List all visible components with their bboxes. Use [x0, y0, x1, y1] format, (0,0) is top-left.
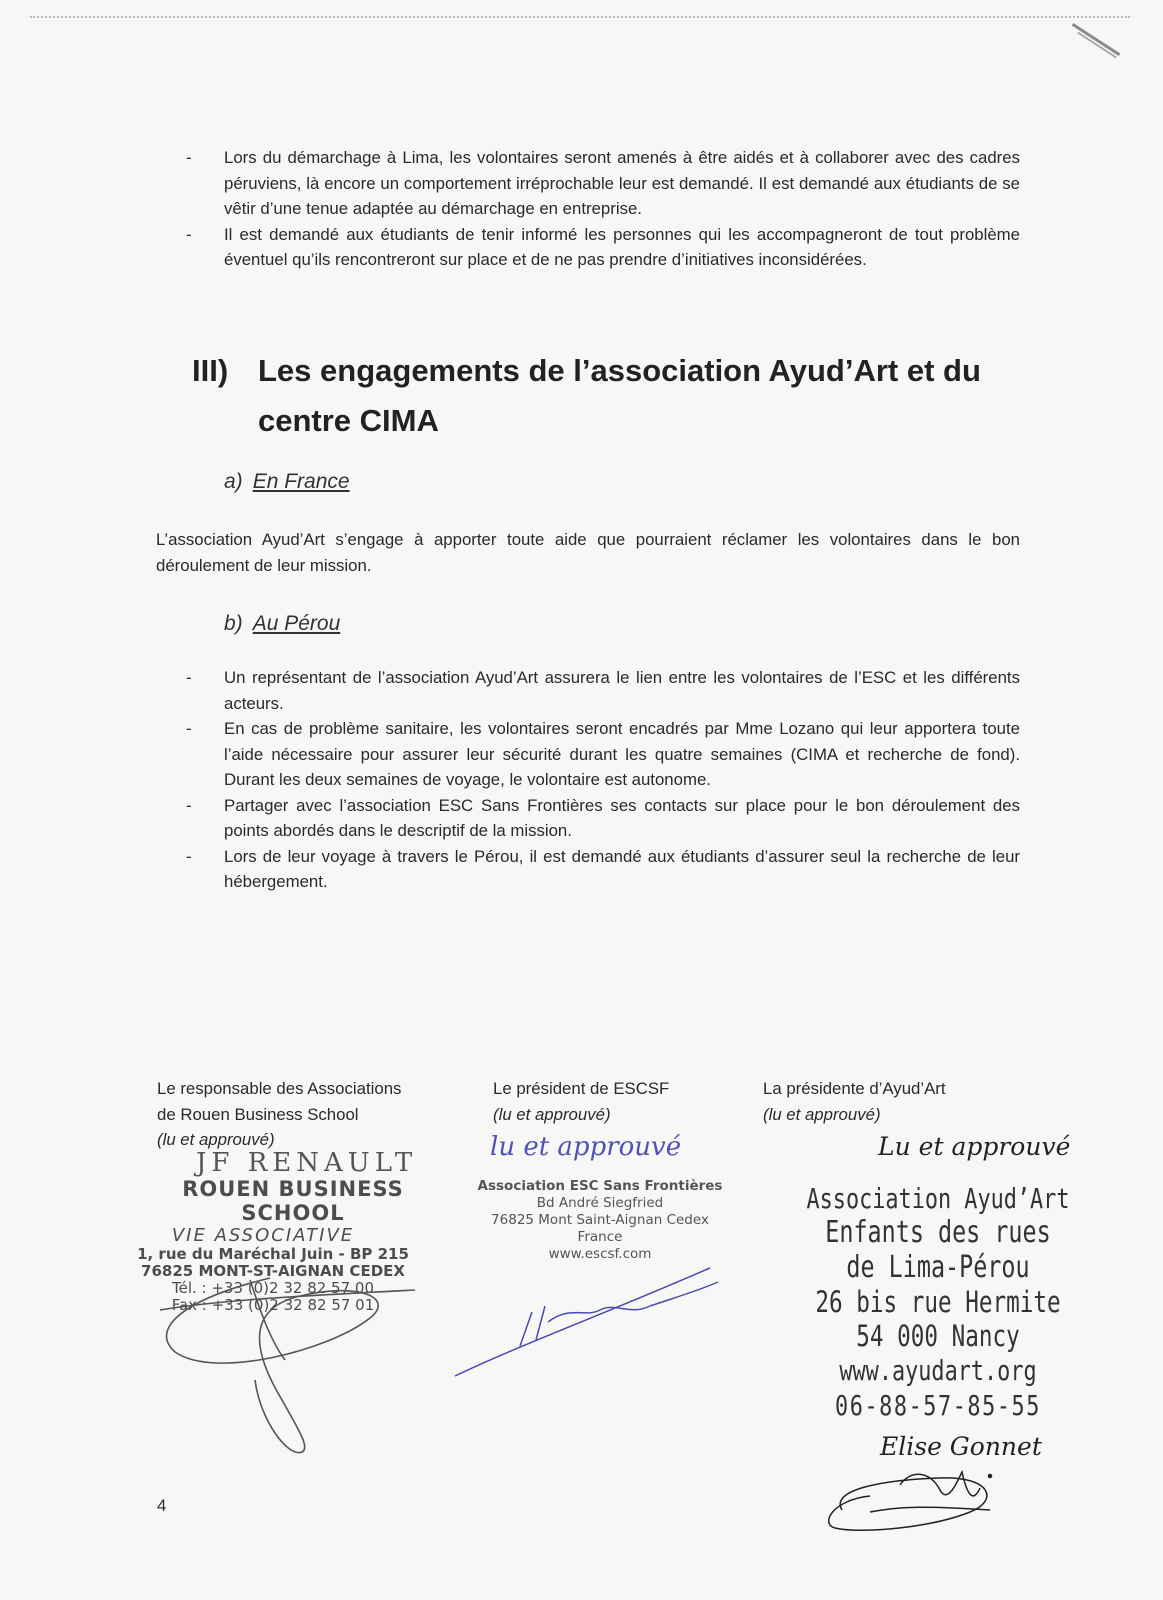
list-item: - Partager avec l’association ESC Sans Frontières ses contacts sur place pour le bon déroulement des points abordés dans le descriptif de la mission.	[186, 795, 1020, 840]
stamp-ayudart: Association Ayud’Art Enfants des rues de Lima-Pérou 26 bis rue Hermite 54 000 Nancy www.ayudart.org 06-88-57-85-55	[806, 1182, 1070, 1422]
paragraph-france: L’association Ayud’Art s’engage à apporter toute aide que pourraient réclamer les volontaires dans le bon déroulement de leur mission.	[156, 530, 1020, 575]
handwritten-name-rouen: JF RENAULT	[196, 1148, 418, 1178]
signature-escsf	[455, 1268, 718, 1376]
subheading-france: a) En France	[224, 470, 350, 493]
stamp-rouen: ROUEN BUSINESS SCHOOL VIE ASSOCIATIVE 1, rue du Maréchal Juin - BP 215 76825 MONT-ST-AIGNAN CEDEX Tél. : +33 (0)2 32 82 57 00 Fax : +33 (0)2 32 82 57 01	[137, 1177, 409, 1314]
staple-mark	[1072, 23, 1121, 56]
staple-mark-shadow	[1077, 32, 1117, 59]
list-item: - Lors du démarchage à Lima, les volontaires seront amenés à être aidés et à collaborer avec des cadres péruviens, là encore un comportement irréprochable leur est demandé. Il est demandé aux étudiants de se vêtir d’une tenue adaptée au démarchage en entreprise.	[186, 148, 1020, 218]
bullet-list-perou	[186, 665, 1020, 895]
handwritten-approval-escsf: lu et approuvé	[490, 1132, 682, 1162]
signatory-ayudart: La présidente d’Ayud’Art (lu et approuvé)	[763, 1079, 946, 1124]
bullet-list-conduct	[186, 145, 1020, 273]
handwritten-name-ayudart: Elise Gonnet	[880, 1432, 1042, 1461]
page-number: 4	[157, 1496, 167, 1515]
section-title: Les engagements de l’association Ayud’Art et du centre CIMA	[258, 353, 981, 438]
signatory-escsf: Le président de ESCSF (lu et approuvé)	[493, 1079, 670, 1124]
list-item: - En cas de problème sanitaire, les volontaires seront encadrés par Mme Lozano qui leur apportera toute l’aide nécessaire pour assurer leur sécurité durant les quatre semaines (CIMA et recherche de fond). Durant les deux semaines de voyage, le volontaire est autonome.	[186, 719, 1020, 789]
scan-edge	[30, 16, 1130, 19]
subheading-perou: b) Au Pérou	[224, 612, 341, 635]
signatory-rouen: Le responsable des Associations de Rouen Business School (lu et approuvé)	[157, 1079, 402, 1149]
list-item: - Un représentant de l’association Ayud’Art assurera le lien entre les volontaires de l’ESC et les différents acteurs.	[186, 668, 1020, 713]
signature-ayudart	[829, 1472, 992, 1530]
section-number: III)	[192, 353, 229, 388]
list-item: - Lors de leur voyage à travers le Pérou, il est demandé aux étudiants d’assurer seul la recherche de leur hébergement.	[186, 846, 1020, 891]
handwritten-approval-ayudart: Lu et approuvé	[878, 1132, 1071, 1161]
list-item: - Il est demandé aux étudiants de tenir informé les personnes qui les accompagneront de tout problème éventuel qu’ils rencontreront sur place et de ne pas prendre d’initiatives inconsidérées.	[186, 224, 1020, 269]
stamp-escsf: Association ESC Sans Frontières Bd André Siegfried 76825 Mont Saint-Aignan Cedex France www.escsf.com	[477, 1178, 723, 1262]
